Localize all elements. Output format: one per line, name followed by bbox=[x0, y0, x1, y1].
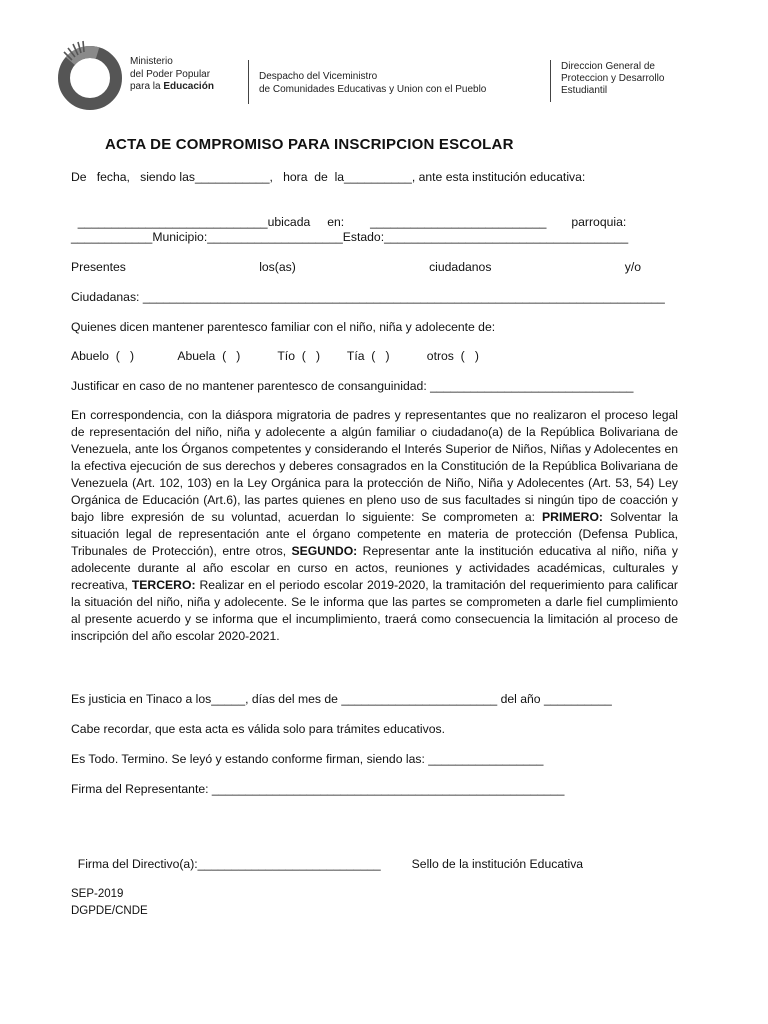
letterhead bbox=[0, 0, 768, 120]
direction-name bbox=[561, 61, 664, 97]
ministry-line-3-bold: Educación bbox=[163, 81, 214, 92]
signature-director: Firma del Directivo(a):___________________________ bbox=[77, 857, 381, 871]
clause-primero: PRIMERO: bbox=[542, 510, 603, 524]
vice-line-1: Despacho del Viceministro bbox=[259, 71, 378, 82]
form-line-parentesco: Quienes dicen mantener parentesco familiar con el niño, niña y adolecente de: bbox=[71, 320, 496, 334]
closing-recordar: Cabe recordar, que esta acta es válida solo para trámites educativos. bbox=[71, 722, 445, 736]
ciudadanos-label: ciudadanos bbox=[429, 260, 492, 274]
form-line-justificar: Justificar en caso de no mantener parentesco de consanguinidad: ______________________________ bbox=[71, 379, 634, 393]
form-line-municipio: ____________Municipio:____________________Estado:____________________________________ bbox=[71, 230, 629, 244]
ministry-line-1: Ministerio bbox=[130, 56, 173, 67]
form-line-ciudadanas: Ciudadanas: _____________________________________________________________________________ bbox=[71, 290, 665, 304]
form-line-date: De fecha, siendo las___________, hora de la__________, ante esta institución educativa: bbox=[71, 170, 586, 184]
header-divider bbox=[550, 60, 551, 102]
signature-director-line bbox=[71, 842, 641, 872]
ministry-logo-icon bbox=[52, 38, 128, 114]
paragraph-text: Representar ante la institución educativa al niño, niña y adolecente durante al año escolar en curso en actos, reuniones y actividades académicas, culturales y recreativa, bbox=[71, 544, 678, 592]
paragraph-text: En correspondencia, con la diáspora migratoria de padres y representantes que no realizaron el proceso legal de representación del niño, niña y adolecente a algún familiar o ciudadano(a) de la República Bolivariana de Venezuela, ante los Órganos competentes y considerando el Interés Superior de Niños, Niñas y Adolecentes en la efectiva ejecución de sus derechos y deberes consagrados en la Constitución de la República Bolivariana de Venezuela (Art. 102, 103) en la Ley Orgánica para la protección de Niño, Niña y Adolecentes (Art. 53, 54) Ley Orgánica de Educación (Art.6), las partes quienes en pleno uso de sus facultades si ningún tipo de coacción y bajo libre expresión de su voluntad, acuerdan lo siguiente: Se comprometen a: bbox=[71, 408, 678, 524]
direction-line-1: Direccion General de bbox=[561, 61, 655, 72]
footer-code-1: SEP-2019 bbox=[71, 888, 124, 900]
signature-representative: Firma del Representante: ____________________________________________________ bbox=[71, 782, 565, 796]
ministry-line-2: del Poder Popular bbox=[130, 68, 211, 80]
form-line-location bbox=[71, 200, 641, 230]
direction-line-2: Proteccion y Desarrollo bbox=[561, 73, 665, 84]
header-divider bbox=[248, 60, 249, 104]
ministry-line-3 bbox=[130, 81, 214, 94]
presentes-label: Presentes bbox=[71, 260, 126, 274]
paragraph-text: Realizar en el periodo escolar 2019-2020, la tramitación del requerimiento para calificar la situación del niño, niña y adolecente. Se le informa que las partes se comprometen a darle fiel cumplimiento al presente acuerdo y se informa que el incumplimiento, traerá como consecuencia la limitación al proceso de inscripción del año escolar 2020-2021. bbox=[71, 578, 678, 643]
closing-termino: Es Todo. Termino. Se leyó y estando conforme firman, siendo las: _________________ bbox=[71, 752, 544, 766]
paragraph-text: Solventar la situación legal de representación ante el órgano competente en materia de protección (Defensa Publica, Tribunales de Protección), entre otros, bbox=[71, 510, 678, 558]
vice-ministry-name bbox=[259, 70, 486, 96]
direction-line-3: Estudiantil bbox=[561, 85, 608, 96]
vice-line-2: de Comunidades Educativas y Union con el Pueblo bbox=[259, 84, 487, 95]
clause-segundo: SEGUNDO: bbox=[291, 544, 358, 558]
ministry-line-3-prefix: para la bbox=[130, 81, 164, 92]
form-line-presentes bbox=[71, 260, 641, 275]
y-o-label: y/o bbox=[624, 260, 641, 274]
location-blank-2: __________________________ bbox=[370, 215, 547, 229]
location-blank: ____________________________ubicada en: bbox=[77, 215, 345, 229]
ministry-name bbox=[130, 56, 214, 94]
document-title: ACTA DE COMPROMISO PARA INSCRIPCION ESCOLAR bbox=[105, 136, 514, 153]
clause-tercero: TERCERO: bbox=[131, 578, 196, 592]
agreement-paragraph bbox=[71, 407, 678, 645]
closing-justicia: Es justicia en Tinaco a los_____, días del mes de _______________________ del año __________ bbox=[71, 692, 612, 706]
institution-seal-label: Sello de la institución Educativa bbox=[411, 857, 584, 871]
form-line-relatives-checkboxes: Abuelo ( ) Abuela ( ) Tío ( ) Tía ( ) otros ( ) bbox=[71, 349, 479, 363]
los-as-label: los(as) bbox=[259, 260, 296, 274]
parroquia-label: parroquia: bbox=[571, 215, 627, 229]
footer-code-2: DGPDE/CNDE bbox=[71, 905, 148, 917]
